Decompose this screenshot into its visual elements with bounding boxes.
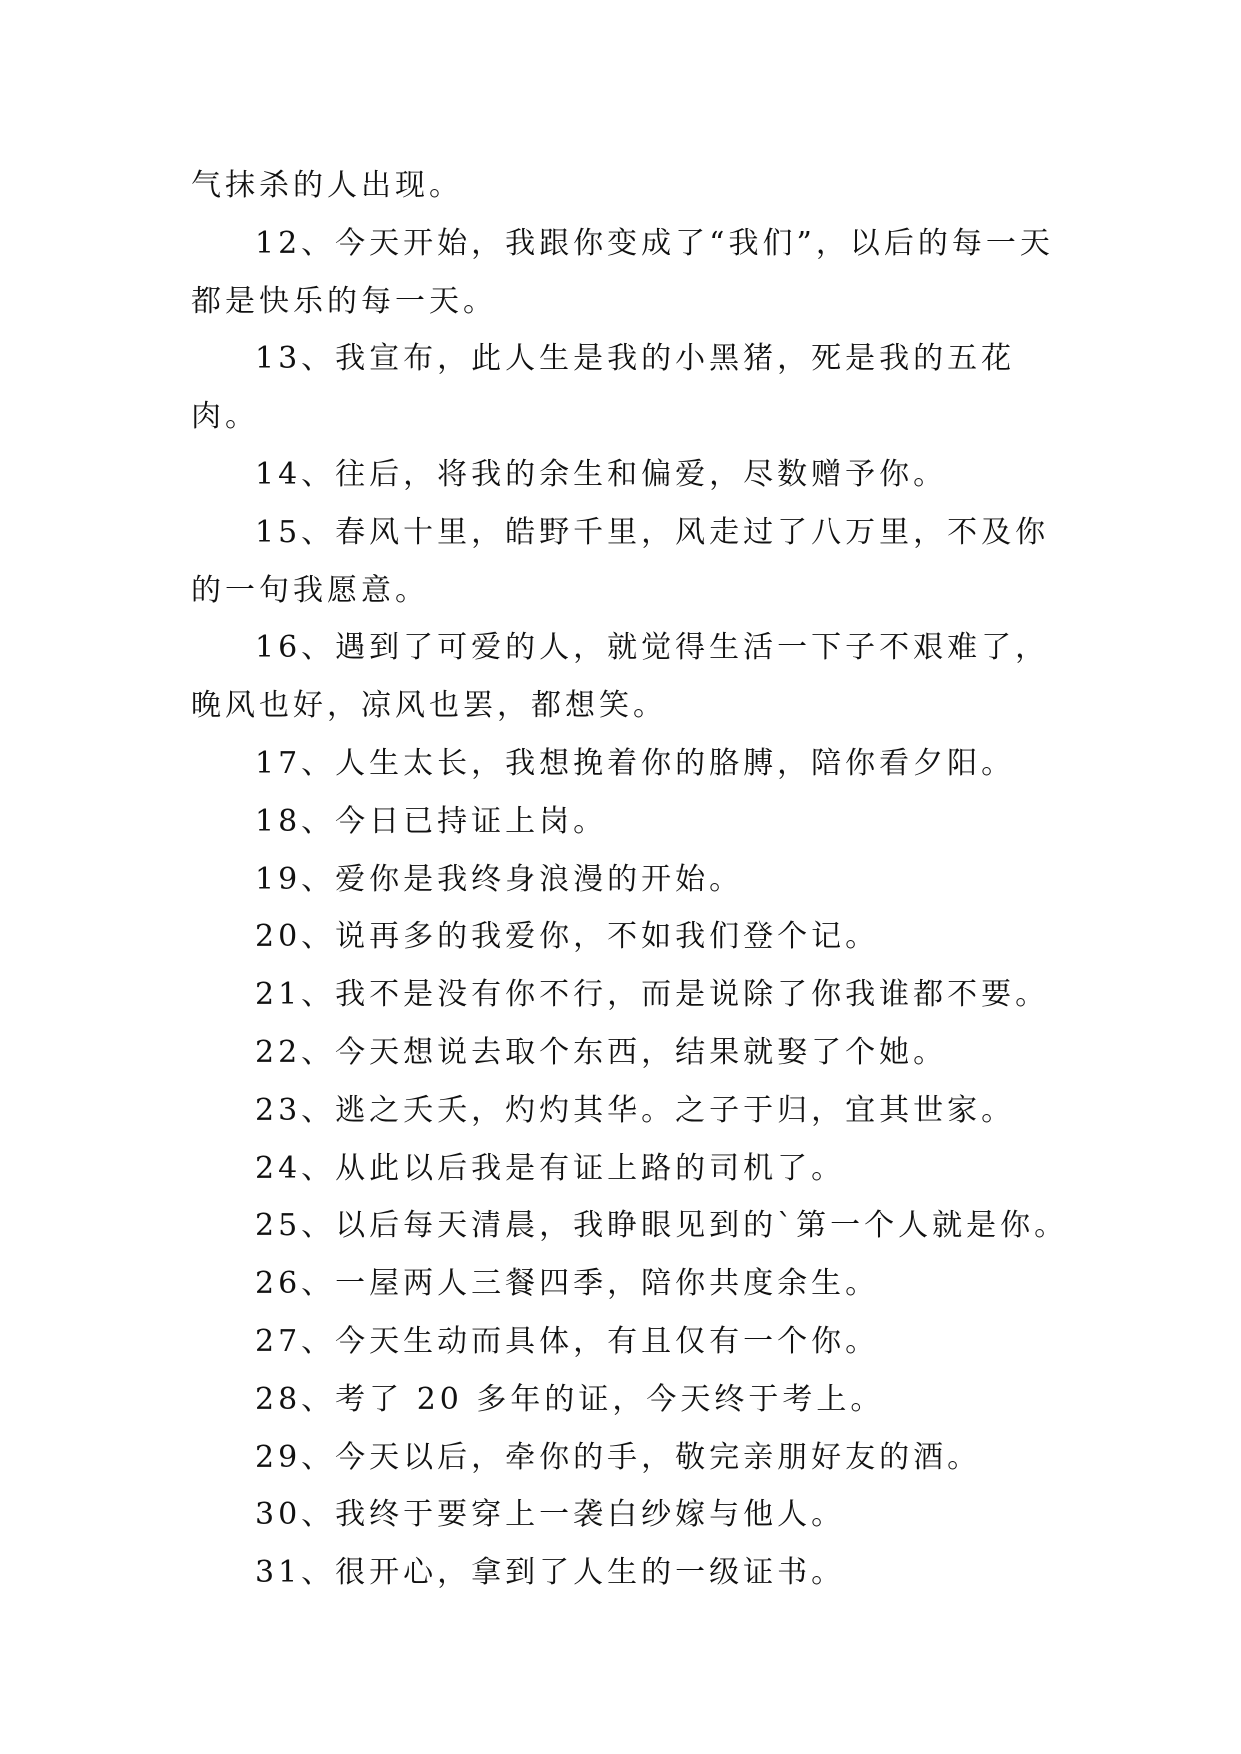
paragraph-item-27: 27、今天生动而具体，有且仅有一个你。 bbox=[255, 1323, 880, 1359]
paragraph-item-15: 15、春风十里，皓野千里，风走过了八万里，不及你的一句我愿意。 bbox=[191, 514, 1050, 608]
paragraph-item-28: 28、考了 20 多年的证，今天终于考上。 bbox=[255, 1381, 885, 1417]
paragraph-item-23: 23、逃之夭夭，灼灼其华。之子于归，宜其世家。 bbox=[255, 1092, 1016, 1128]
paragraph-item-25: 25、以后每天清晨，我睁眼见到的`第一个人就是你。 bbox=[255, 1208, 1069, 1244]
paragraph-item-17: 17、人生太长，我想挽着你的胳膊，陪你看夕阳。 bbox=[255, 745, 1016, 781]
paragraph-item-22: 22、今天想说去取个东西，结果就娶了个她。 bbox=[255, 1034, 948, 1070]
paragraph-item-13: 13、我宣布，此人生是我的小黑猪，死是我的五花肉。 bbox=[191, 341, 1016, 435]
paragraph-item-18: 18、今日已持证上岗。 bbox=[255, 803, 608, 839]
paragraph-item-12: 12、今天开始，我跟你变成了“我们”，以后的每一天都是快乐的每一天。 bbox=[191, 225, 1054, 319]
paragraph-item-31: 31、很开心，拿到了人生的一级证书。 bbox=[255, 1555, 846, 1591]
paragraph-continuation: 气抹杀的人出现。 bbox=[191, 168, 463, 203]
paragraph-item-19: 19、爱你是我终身浪漫的开始。 bbox=[255, 861, 744, 897]
paragraph-item-26: 26、一屋两人三餐四季，陪你共度余生。 bbox=[255, 1266, 880, 1302]
paragraph-item-21: 21、我不是没有你不行，而是说除了你我谁都不要。 bbox=[255, 977, 1050, 1013]
paragraph-item-16: 16、遇到了可爱的人，就觉得生活一下子不艰难了，晚风也好，凉风也罢，都想笑。 bbox=[191, 630, 1050, 724]
paragraph-item-14: 14、往后，将我的余生和偏爱，尽数赠予你。 bbox=[255, 456, 948, 492]
paragraph-item-24: 24、从此以后我是有证上路的司机了。 bbox=[255, 1150, 846, 1186]
paragraph-item-20: 20、说再多的我爱你，不如我们登个记。 bbox=[255, 919, 880, 955]
paragraph-item-30: 30、我终于要穿上一袭白纱嫁与他人。 bbox=[255, 1497, 846, 1533]
document-body bbox=[191, 157, 1071, 1602]
paragraph-item-29: 29、今天以后，牵你的手，敬完亲朋好友的酒。 bbox=[255, 1439, 982, 1475]
